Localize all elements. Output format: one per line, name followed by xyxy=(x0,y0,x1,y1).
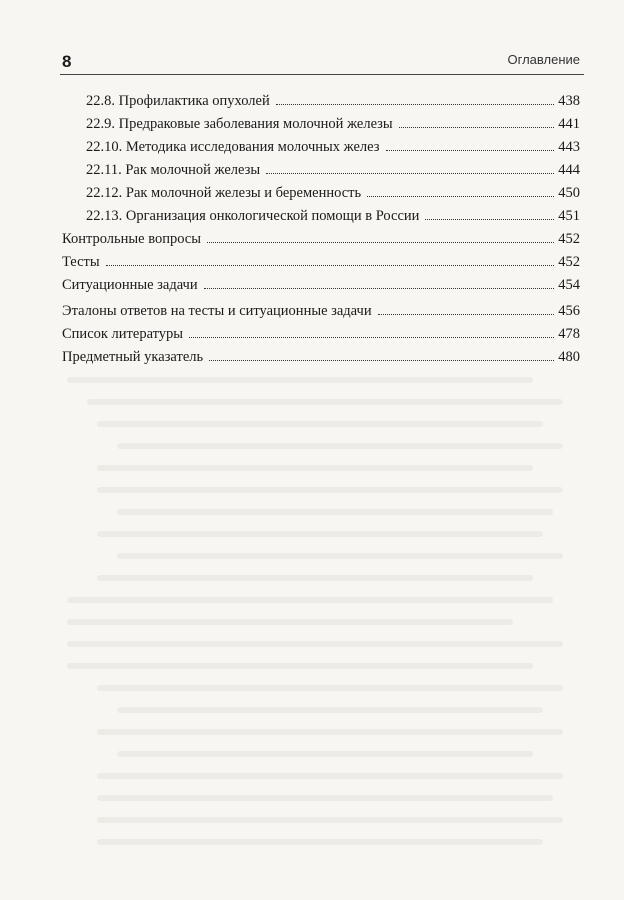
toc-entry-title: Ситуационные задачи xyxy=(62,277,198,293)
toc-entry-title: Тесты xyxy=(62,254,100,270)
toc-entry-title: 22.8. Профилактика опухолей xyxy=(86,93,270,109)
toc-entry xyxy=(62,207,580,225)
toc-entry-title: 22.9. Предраковые заболевания молочной железы xyxy=(86,116,393,132)
toc-entry-title: 22.10. Методика исследования молочных желез xyxy=(86,139,380,155)
header-rule xyxy=(60,74,584,75)
toc-leader-dots xyxy=(209,360,554,361)
toc-entry-page: 452 xyxy=(558,254,580,270)
toc-entry-title: 22.11. Рак молочной железы xyxy=(86,162,261,178)
toc-leader-dots xyxy=(266,173,554,174)
toc-entry-title: 22.12. Рак молочной железы и беременность xyxy=(86,185,362,201)
toc-entry-page: 452 xyxy=(558,231,580,247)
toc-entry xyxy=(62,230,580,248)
toc-leader-dots xyxy=(207,242,554,243)
toc-leader-dots xyxy=(378,314,554,315)
page-number: 8 xyxy=(62,52,72,71)
toc-entry xyxy=(62,184,580,202)
toc-entry xyxy=(62,161,580,179)
toc-leader-dots xyxy=(204,288,554,289)
toc-entry xyxy=(62,115,580,133)
toc-entry-page: 478 xyxy=(558,326,580,342)
toc-entry xyxy=(62,325,580,343)
toc-entry-page: 451 xyxy=(558,208,580,224)
toc-entry xyxy=(62,348,580,366)
toc-leader-dots xyxy=(425,219,554,220)
toc-entry-page: 480 xyxy=(558,349,580,365)
show-through-texture xyxy=(60,370,580,877)
toc-entry xyxy=(62,302,580,320)
toc-entry-title: 22.13. Организация онкологической помощи в России xyxy=(86,208,420,224)
toc-entry xyxy=(62,92,580,110)
toc-leader-dots xyxy=(189,337,554,338)
toc-entry-page: 454 xyxy=(558,277,580,293)
toc-leader-dots xyxy=(276,104,554,105)
toc-entry xyxy=(62,253,580,271)
toc-entry-title: Эталоны ответов на тесты и ситуационные задачи xyxy=(62,303,372,319)
toc-entry-title: Контрольные вопросы xyxy=(62,231,201,247)
toc-entry-page: 443 xyxy=(558,139,580,155)
toc-entry xyxy=(62,276,580,294)
toc-leader-dots xyxy=(367,196,554,197)
toc-leader-dots xyxy=(399,127,554,128)
toc-entry-title: Список литературы xyxy=(62,326,184,342)
toc-entry-page: 450 xyxy=(558,185,580,201)
toc-entry-page: 438 xyxy=(558,93,580,109)
toc-leader-dots xyxy=(106,265,554,266)
toc-entry-page: 441 xyxy=(558,116,580,132)
toc-entry-page: 456 xyxy=(558,303,580,319)
running-title: Оглавление xyxy=(507,52,580,67)
show-through-lines xyxy=(60,370,580,870)
table-of-contents xyxy=(62,92,580,371)
toc-entry xyxy=(62,138,580,156)
toc-entry-page: 444 xyxy=(558,162,580,178)
toc-entry-title: Предметный указатель xyxy=(62,349,204,365)
toc-leader-dots xyxy=(386,150,554,151)
